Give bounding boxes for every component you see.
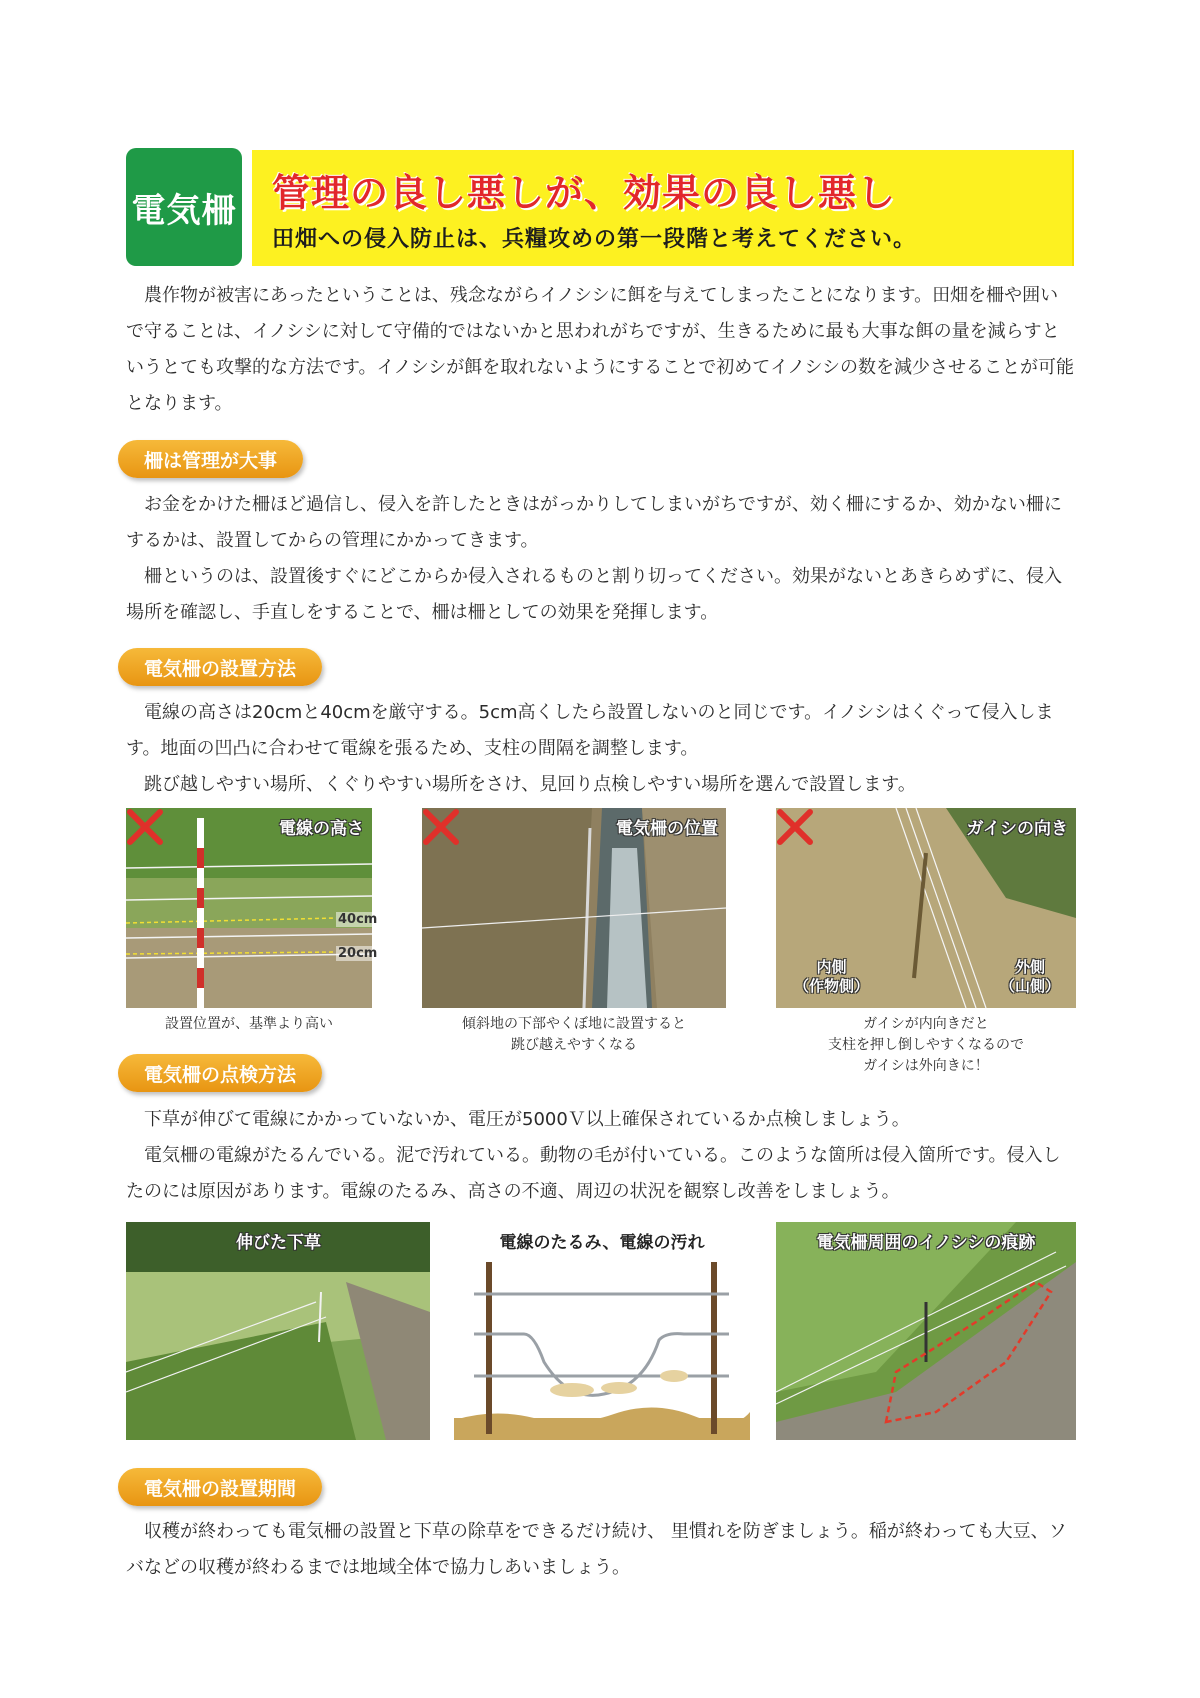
caption-line: ガイシが内向きだと [863, 1016, 989, 1032]
section-heading-fence-management: 柵は管理が大事 [118, 440, 303, 478]
overgrown-weeds-illustration [126, 1222, 430, 1440]
height-tag-20cm: 20cm [338, 946, 378, 961]
not-recommended-icon [126, 808, 164, 846]
photo-insulator-direction [776, 808, 1076, 1008]
photo-boar-traces [776, 1222, 1076, 1440]
caption-line: 支柱を押し倒しやすくなるので [828, 1037, 1024, 1053]
height-tag-40cm: 40cm [338, 912, 378, 927]
caption-line: 跳び越えやすくなる [511, 1037, 637, 1053]
photo-caption [776, 1014, 1076, 1077]
wire-sag-diagram [454, 1222, 750, 1440]
label-line: （山側） [1000, 977, 1061, 995]
photo-title: 電気柵周囲のイノシシの痕跡 [816, 1233, 1036, 1253]
label-line: 内側 [816, 958, 847, 976]
caption-line: ガイシは外向きに！ [863, 1058, 989, 1074]
diagram-wire-sag [454, 1222, 750, 1440]
section-heading-installation-period: 電気柵の設置期間 [118, 1468, 322, 1506]
inner-side-label [794, 958, 869, 996]
photo-overgrown-weeds [126, 1222, 430, 1440]
section2-paragraph-1: 電線の高さは20cmと40cmを厳守する。5cm高くしたら設置しないのと同じです。イノシシはくぐって侵入します。地面の凹凸に合わせて電線を張るため、支柱の間隔を調整します。 [126, 702, 1054, 759]
page-subtitle: 田畑への侵入防止は、兵糧攻めの第一段階と考えてください。 [272, 227, 917, 252]
photo-title: ガイシの向き [966, 819, 1068, 839]
photo-title: 伸びた下草 [236, 1233, 321, 1253]
category-badge: 電気柵 [126, 148, 242, 266]
photo-title: 電線の高さ [279, 819, 364, 839]
diagram-title: 電線のたるみ、電線の汚れ [499, 1233, 705, 1253]
outer-side-label [1000, 958, 1060, 996]
intro-paragraph: 農作物が被害にあったということは、残念ながらイノシシに餌を与えてしまったことになります。田畑を柵や囲いで守ることは、イノシシに対して守備的ではないかと思われがちですが、生きるために最も大事な餌の量を減らすというとても攻撃的な方法です。イノシシが餌を取れないようにすることで初めてイノシシの数を減少させることが可能となります。 [126, 285, 1075, 414]
caption-line: 傾斜地の下部やくぼ地に設置すると [462, 1016, 686, 1032]
not-recommended-icon [422, 808, 460, 846]
section3-paragraph-2: 電気柵の電線がたるんでいる。泥で汚れている。動物の毛が付いている。このような箇所は侵入箇所です。侵入したのには原因があります。電線のたるみ、高さの不適、周辺の状況を観察し改善をしましょう。 [126, 1145, 1061, 1202]
label-line: 外側 [1015, 958, 1046, 976]
page-title: 管理の良し悪しが、効果の良し悪し [272, 171, 897, 215]
not-recommended-icon [776, 808, 814, 846]
photo-title: 電気柵の位置 [616, 819, 718, 839]
photo-fence-position [422, 808, 726, 1008]
section-heading-installation: 電気柵の設置方法 [118, 648, 322, 686]
section-heading-inspection: 電気柵の点検方法 [118, 1054, 322, 1092]
section4-paragraph-1: 収穫が終わっても電気柵の設置と下草の除草をできるだけ続け、 里慣れを防ぎましょう。稲が終わっても大豆、ソバなどの収穫が終わるまでは地域全体で協力しあいましょう。 [126, 1521, 1067, 1578]
photo-caption [422, 1014, 726, 1056]
section1-paragraph-1: お金をかけた柵ほど過信し、侵入を許したときはがっかりしてしまいがちですが、効く柵にするか、効かない柵にするかは、設置してからの管理にかかってきます。 [126, 494, 1062, 551]
label-line: （作物側） [794, 977, 870, 995]
section1-paragraph-2: 柵というのは、設置後すぐにどこからか侵入されるものと割り切ってください。効果がないとあきらめずに、侵入場所を確認し、手直しをすることで、柵は柵としての効果を発揮します。 [126, 566, 1062, 623]
section2-paragraph-2: 跳び越しやすい場所、くぐりやすい場所をさけ、見回り点検しやすい場所を選んで設置します。 [126, 774, 916, 795]
section3-paragraph-1: 下草が伸びて電線にかかっていないか、電圧が5000Ｖ以上確保されているか点検しましょう。 [126, 1109, 910, 1130]
photo-caption: 設置位置が、基準より高い [165, 1016, 333, 1032]
photo-wire-height [126, 808, 378, 1008]
boar-traces-illustration [776, 1222, 1076, 1440]
